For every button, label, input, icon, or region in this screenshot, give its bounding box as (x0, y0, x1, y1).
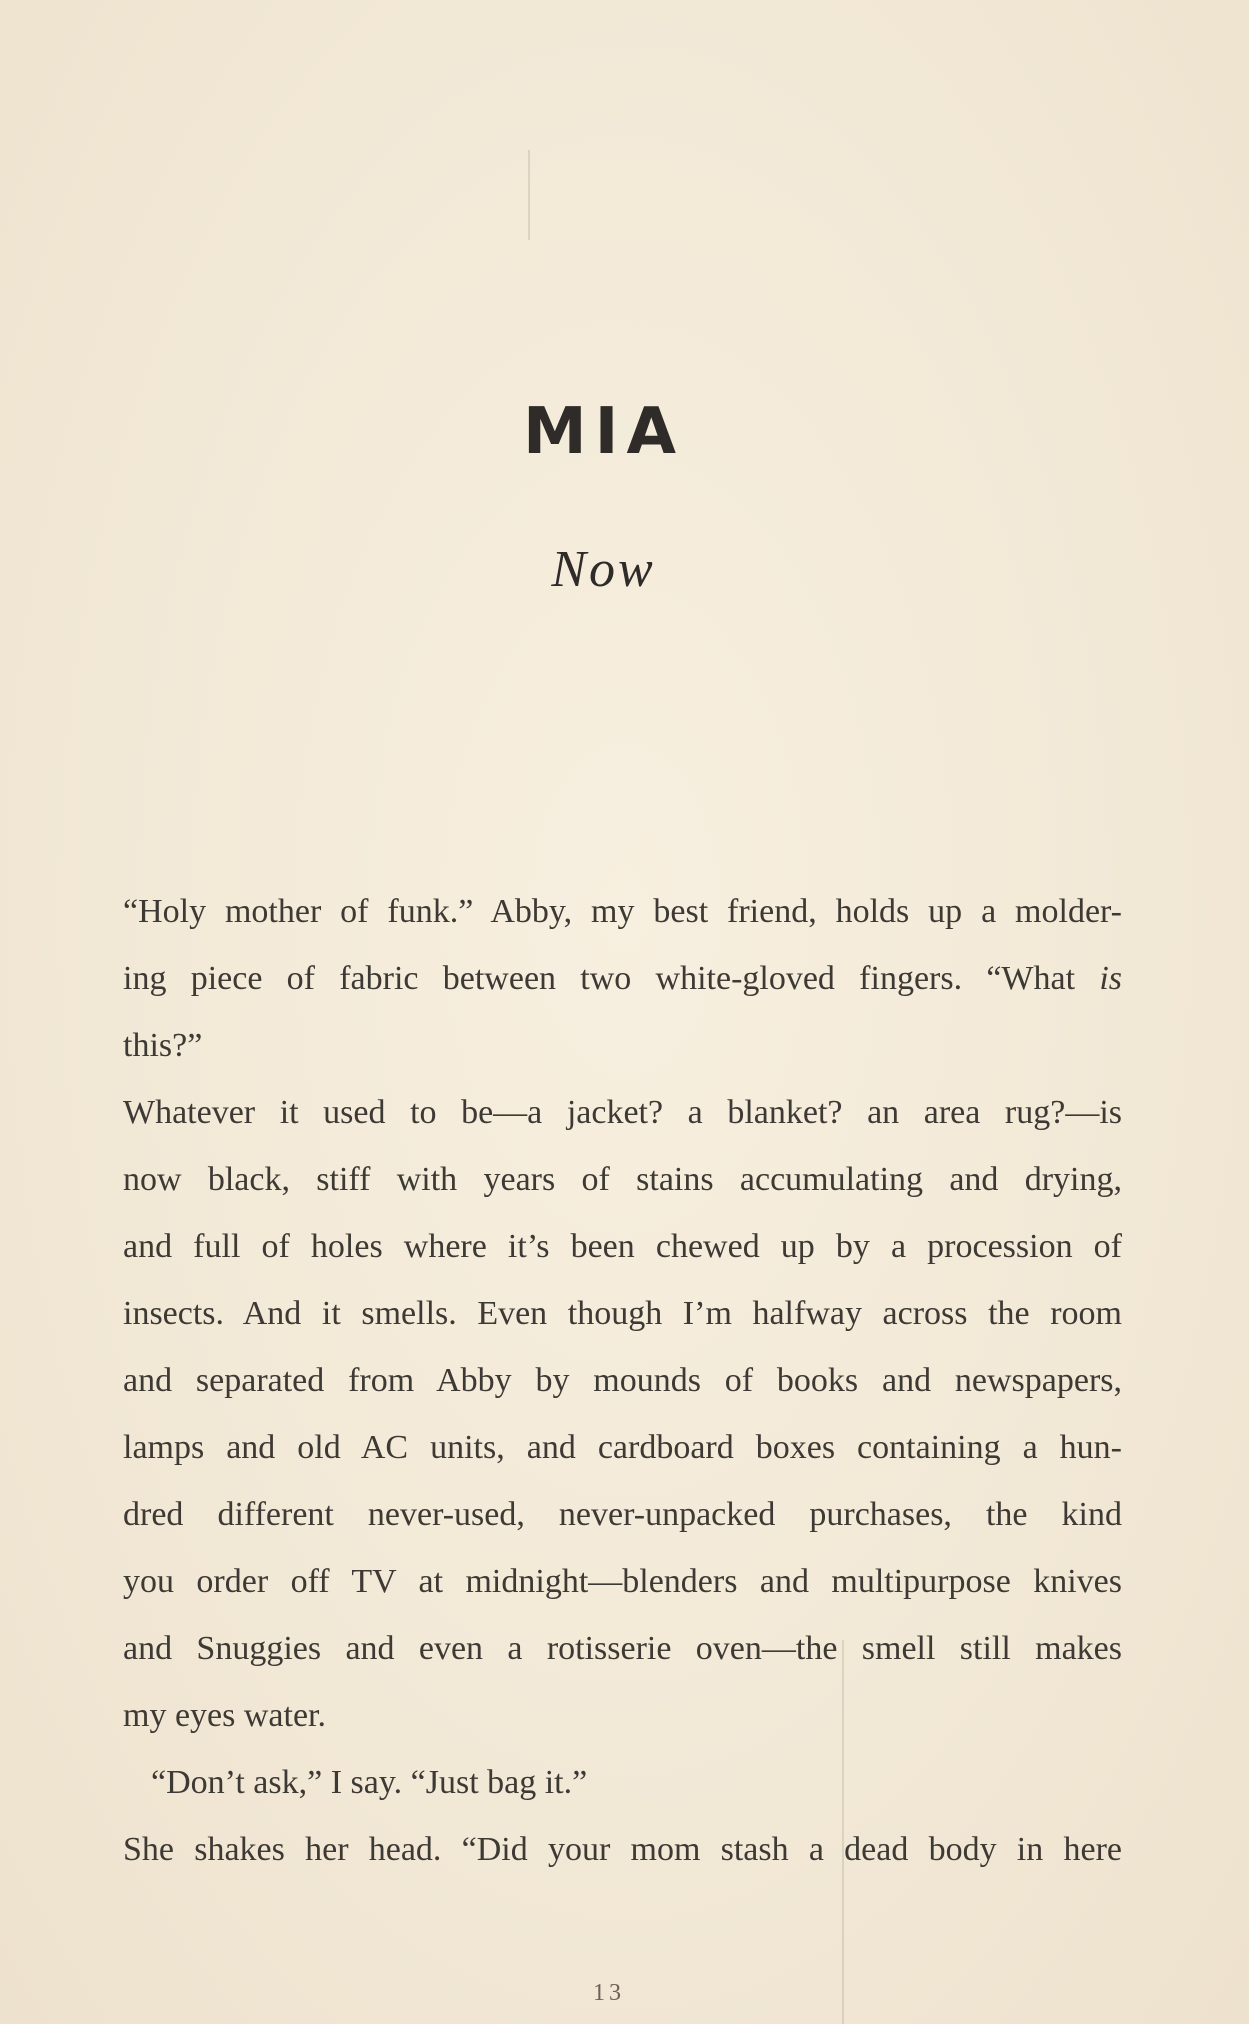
text-line: ing piece of fabric between two white-gloved fingers. “What is (123, 960, 1122, 997)
text-line: She shakes her head. “Did your mom stash a dead body in here (123, 1831, 1122, 1868)
paper-crease (528, 150, 530, 240)
text-line: Whatever it used to be—a jacket? a blanket? an area rug?—is (123, 1094, 1122, 1131)
text-line: now black, stiff with years of stains accumulating and drying, (123, 1161, 1122, 1198)
emphasis: is (1099, 960, 1122, 997)
chapter-subtitle: Now (551, 541, 656, 598)
text-line: my eyes water. (123, 1697, 326, 1734)
text-line: “Holy mother of funk.” Abby, my best friend, holds up a molder- (123, 893, 1122, 930)
text-line: and full of holes where it’s been chewed up by a procession of (123, 1228, 1122, 1265)
page-number: 13 (593, 1980, 625, 2006)
text-line: and separated from Abby by mounds of books and newspapers, (123, 1362, 1122, 1399)
text-line: “Don’t ask,” I say. “Just bag it.” (151, 1764, 588, 1801)
text-line: you order off TV at midnight—blenders and multipurpose knives (123, 1563, 1122, 1600)
body-text (123, 878, 1122, 1883)
text-line: dred different never-used, never-unpacked purchases, the kind (123, 1496, 1122, 1533)
chapter-title: MIA (522, 395, 685, 469)
text-line: this?” (123, 1027, 203, 1064)
text-line: lamps and old AC units, and cardboard boxes containing a hun- (123, 1429, 1122, 1466)
text-line: and Snuggies and even a rotisserie oven—the smell still makes (123, 1630, 1122, 1667)
text-line: insects. And it smells. Even though I’m halfway across the room (123, 1295, 1122, 1332)
